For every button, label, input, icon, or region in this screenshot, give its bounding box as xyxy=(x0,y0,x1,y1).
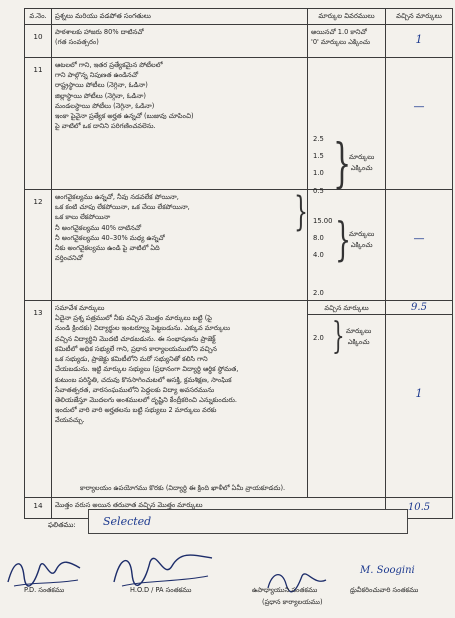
mark-value: 8.0 xyxy=(313,234,324,242)
question-line: మండలస్థాయి పోటీలు (నెగ్గినా, ఓడినా) xyxy=(55,101,155,110)
question-line: ఒక కంటి చూపు లేకపోయినా, ఒక చేయి లేకపోయినా, xyxy=(55,203,190,212)
mark-value: 2.0 xyxy=(313,334,324,342)
row-score xyxy=(386,190,453,301)
question-line: వచ్చిన విద్యార్థిని మొదటి చూడబడును. ఈ సంభాషణను ప్రాజెక్ట్ xyxy=(55,334,216,343)
right-brace-icon: } xyxy=(294,189,308,235)
row-marks-details xyxy=(308,58,386,195)
question-line: నీ అంగవైకల్యము 40–30% మధ్య ఉన్నచో xyxy=(55,233,165,242)
row-number: 12 xyxy=(25,190,52,301)
question-line: వర్తించనిచో xyxy=(55,254,83,263)
handwritten-score: — xyxy=(413,232,425,245)
handwritten-score: 1 xyxy=(415,387,423,400)
question-line: కమిటీలో అధిక సభ్యులే గాని, ప్రధాన కార్యాలయములోని వచ్చిన xyxy=(55,344,217,353)
table-row xyxy=(25,25,453,58)
mark-value: 2.0 xyxy=(313,289,324,297)
result-field: Selected xyxy=(88,509,408,534)
marks-label: ఎక్కించు xyxy=(350,163,373,172)
question-line: నీ అంగవైకల్యము 40% దాటినచో xyxy=(55,223,142,232)
marks-label: మార్కులు xyxy=(349,230,375,238)
row-number: 13 xyxy=(25,301,52,498)
question-line: ఆటలలో గాని, ఇతర ప్రత్యేకమైన పోటీలలో xyxy=(55,61,163,69)
mark-value: 15.00 xyxy=(313,217,333,225)
marks-label: ఎక్కించు xyxy=(350,240,373,249)
mark-value: 2.5 xyxy=(313,135,324,143)
question-line: వేయవచ్చు. xyxy=(55,416,85,425)
question-line: రాష్ట్రస్థాయి పోటీలు (నెగ్గినా, ఓడినా) xyxy=(55,81,148,90)
question-line: ఒక సభ్యుడు, ప్రాజెక్టు కమిటీలోని మరో సభ్యునితో కలిసి గాని xyxy=(55,355,208,364)
question-line: ఏదైనా ప్రశ్న పత్రములో నీకు వచ్చిన మొత్తం మార్కులు బట్టి (పై xyxy=(55,314,212,323)
signature-label-verifier: ధ్రువీకరించువారి సంతకము xyxy=(350,586,419,594)
signature-label-pd: P.D. సంతకము xyxy=(24,586,65,594)
table-row xyxy=(25,190,453,301)
row-number: 11 xyxy=(25,58,52,190)
question-line: సేవాతత్పరత, వారసంఘములోని పెద్దలకు విద్యా అవసరమును xyxy=(55,385,215,394)
row-number: 14 xyxy=(25,498,52,519)
row-question: మొత్తం వరుస అయిన తరువాత వచ్చిన మొత్తం మార్కులు xyxy=(52,498,386,519)
marks-subheader: వచ్చిన మార్కులు xyxy=(308,301,385,315)
row-score xyxy=(386,25,453,58)
question-line: నుండి క్రిందకు) విద్యార్థుల ఇంటర్వ్యూ పెట్టబడును. ఎక్కువ మార్కులు xyxy=(55,324,231,333)
right-brace-icon: } xyxy=(333,134,352,194)
row-question xyxy=(52,25,308,58)
question-line: నీకు అంగవైకల్యము ఉండి పై వాటిలో ఏది xyxy=(55,244,160,253)
handwritten-score: — xyxy=(413,100,425,113)
header-question: ప్రశ్నలు మరియు వడపోత సంగతులు xyxy=(52,9,308,25)
marks-line: అయినచో 1.0 కానిచో xyxy=(311,28,367,36)
header-marks-details: మార్కుల వివరములు xyxy=(308,9,386,25)
signature-label-teacher: ఉపాధ్యాయుని సంతకము xyxy=(252,586,318,594)
row-marks-details xyxy=(308,187,386,301)
question-line: ఇందులో వారి వారి అర్హతలను బట్టి సభ్యులు 2 మార్కులు వరకు xyxy=(55,406,217,415)
right-brace-icon: } xyxy=(335,212,352,266)
verifier-name: M. Soogini xyxy=(360,565,415,576)
marks-label: ఎక్కించు xyxy=(347,337,370,346)
question-line: గాని పాల్గొన్న నిపుణత ఉండినచో xyxy=(55,71,139,80)
handwritten-total-score: 10.5 xyxy=(407,502,431,513)
table-row xyxy=(25,58,453,190)
row-question xyxy=(52,301,308,498)
table-header-row xyxy=(25,9,453,25)
mark-value: 1.0 xyxy=(313,169,324,177)
question-line: చేయబడును. ఇట్టి మార్కుల సభ్యులు (ప్రధానంగా విద్యార్థి ఆర్థిక స్థోమత, xyxy=(55,365,239,374)
handwritten-score-top: 9.5 xyxy=(386,301,452,315)
marks-table xyxy=(24,8,453,519)
question-line: తెలియజేస్తూ మొదలగు అంశములలో దృష్టిని కేంద్రీకరించి ఎన్నుకుందురు. xyxy=(55,395,237,404)
result-label: ఫలితము: xyxy=(48,521,76,529)
question-line: అంగవైకల్యము ఉన్నచో, నీవు నడవలేక పోయినా, xyxy=(55,193,179,201)
question-line: (గత సంవత్సరం) xyxy=(55,38,99,47)
row-question xyxy=(52,190,308,301)
office-use-note: కార్యాలయం ఉపయోగము కొరకు (విద్యార్థి ఈ క్రింది ఖాళీలో ఏమీ వ్రాయకూడదు). xyxy=(80,484,286,492)
row-score xyxy=(386,301,453,498)
question-line: పాఠశాలకు హాజరు 80% దాటినచో xyxy=(55,28,144,36)
handwritten-score: 1 xyxy=(415,33,423,46)
marks-line: '0' మార్కులు ఎక్కించు xyxy=(311,38,371,47)
header-serial-number: వ.నెం. xyxy=(25,9,52,25)
table-row xyxy=(25,301,453,498)
question-line: ఒక కాలు లేకపోయినా xyxy=(55,213,111,222)
question-line: జిల్లాస్థాయి పోటీలు (నెగ్గినా, ఓడినా) xyxy=(55,91,146,100)
mark-value: 0.5 xyxy=(313,187,324,195)
header-marks-obtained: వచ్చిన మార్కులు xyxy=(386,9,453,25)
marks-label: మార్కులు xyxy=(349,153,375,161)
row-marks-details xyxy=(308,301,386,498)
marks-label: మార్కులు xyxy=(346,327,372,335)
question-line: ఇంకా పైవైనా ప్రత్యేక అర్హత ఉన్నచో (బుజువు చూపించి) xyxy=(55,112,194,121)
row-score xyxy=(386,58,453,190)
signature-sublabel: (ప్రధాన కార్యాలయము) xyxy=(262,598,323,606)
question-line: కుటుంబ పరిస్థితి, చదువు కొనసాగించుటలో ఆసక్తి, క్రమశిక్షణ, సాంఘిక xyxy=(55,375,232,384)
row-marks-details xyxy=(308,25,386,58)
question-line: సమావేశ మార్కులు xyxy=(55,304,105,312)
question-line: పై వాటిలో ఒక దానిని పరిగణించవలెను. xyxy=(55,122,156,131)
row-number: 10 xyxy=(25,25,52,58)
right-brace-icon: } xyxy=(332,316,345,357)
row-question xyxy=(52,58,308,190)
mark-value: 4.0 xyxy=(313,251,324,259)
signature-label-hod: H.O.D / PA సంతకము xyxy=(130,586,192,594)
mark-value: 1.5 xyxy=(313,152,324,160)
